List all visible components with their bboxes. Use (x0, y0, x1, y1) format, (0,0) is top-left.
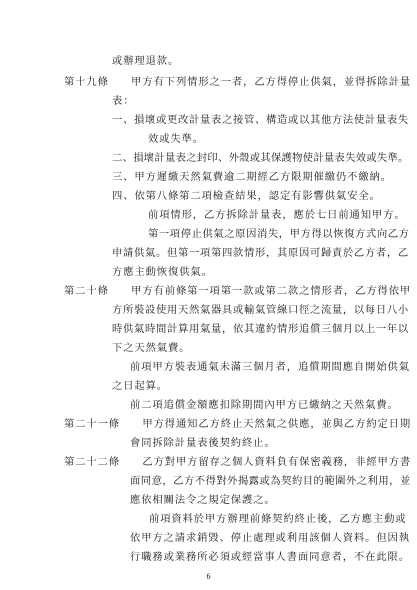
text-line: 表： (112, 95, 135, 107)
text-line: 前項甲方裝表通氣未滿三個月者，追償期間應自開始供氣 (130, 361, 410, 373)
text-line: 前項情形，乙方拆除計量表，應於七日前通知甲方。 (148, 209, 406, 221)
text-line: 申請供氣。但第一項第四款情形，其原因可歸責於乙方者，乙 (112, 247, 409, 259)
list-item: 三、甲方遲繳天然氣費逾二期經乙方限期催繳仍不繳納。 (112, 171, 392, 183)
text-line: 方所裝設使用天然氣器具或輸氣管線口徑之流量，以每日八小 (112, 304, 409, 316)
text-line: 之日起算。 (112, 380, 168, 392)
text-line: 面同意，乙方不得對外揭露或為契約目的範圍外之利用，並 (130, 475, 411, 487)
text-line: 時供氣時間計算用氣量，依其違約情形追償三個月以上一年以 (112, 323, 409, 335)
text-line: 方應主動恢復供氣。 (112, 266, 213, 278)
page-number: 6 (206, 572, 211, 581)
article-22-heading: 第二十二條 乙方對甲方留存之個人資料負有保密義務，非經甲方書 (64, 456, 412, 468)
text-line: 行職務或業務所必須或經當事人書面同意者，不在此限。 (130, 551, 410, 563)
text-line: 前項資料於甲方辦理前條契約終止後，乙方應主動或 (149, 513, 407, 525)
text-line: 第一項停止供氣之原因消失，甲方得以恢復方式向乙方 (148, 228, 410, 240)
list-item: 二、損壞計量表之封印、外殼或其保護物使計量表失效或失準。 (112, 152, 409, 164)
list-item: 一、損壞或更改計量表之接管、構造或以其他方法使計量表失 (112, 114, 409, 126)
list-item: 四、依第八條第二項檢查結果，認定有影響供氣安全。 (112, 190, 381, 202)
article-19-heading: 第十九條 甲方有下列情形之一者，乙方得停止供氣，並得拆除計量 (64, 76, 412, 88)
text-line: 或辦理退款。 (112, 55, 180, 67)
article-21-heading: 第二十一條 甲方得通知乙方終止天然氣之供應，並與乙方約定日期 (64, 418, 412, 430)
text-line: 下之天然氣費。 (112, 342, 191, 354)
text-line: 會同拆除計量表後契約終止。 (130, 437, 276, 449)
text-line: 效或失準。 (148, 133, 204, 145)
text-line: 前二項追償金額應扣除期間內甲方已繳納之天然氣費。 (130, 399, 399, 411)
text-line: 依甲方之請求銷毀、停止處理或利用該個人資料。但因執 (130, 532, 410, 544)
text-line: 應依相關法令之規定保護之。 (130, 494, 276, 506)
article-20-heading: 第二十條 甲方有前條第一項第一款或第二款之情形者，乙方得依甲 (64, 285, 412, 297)
